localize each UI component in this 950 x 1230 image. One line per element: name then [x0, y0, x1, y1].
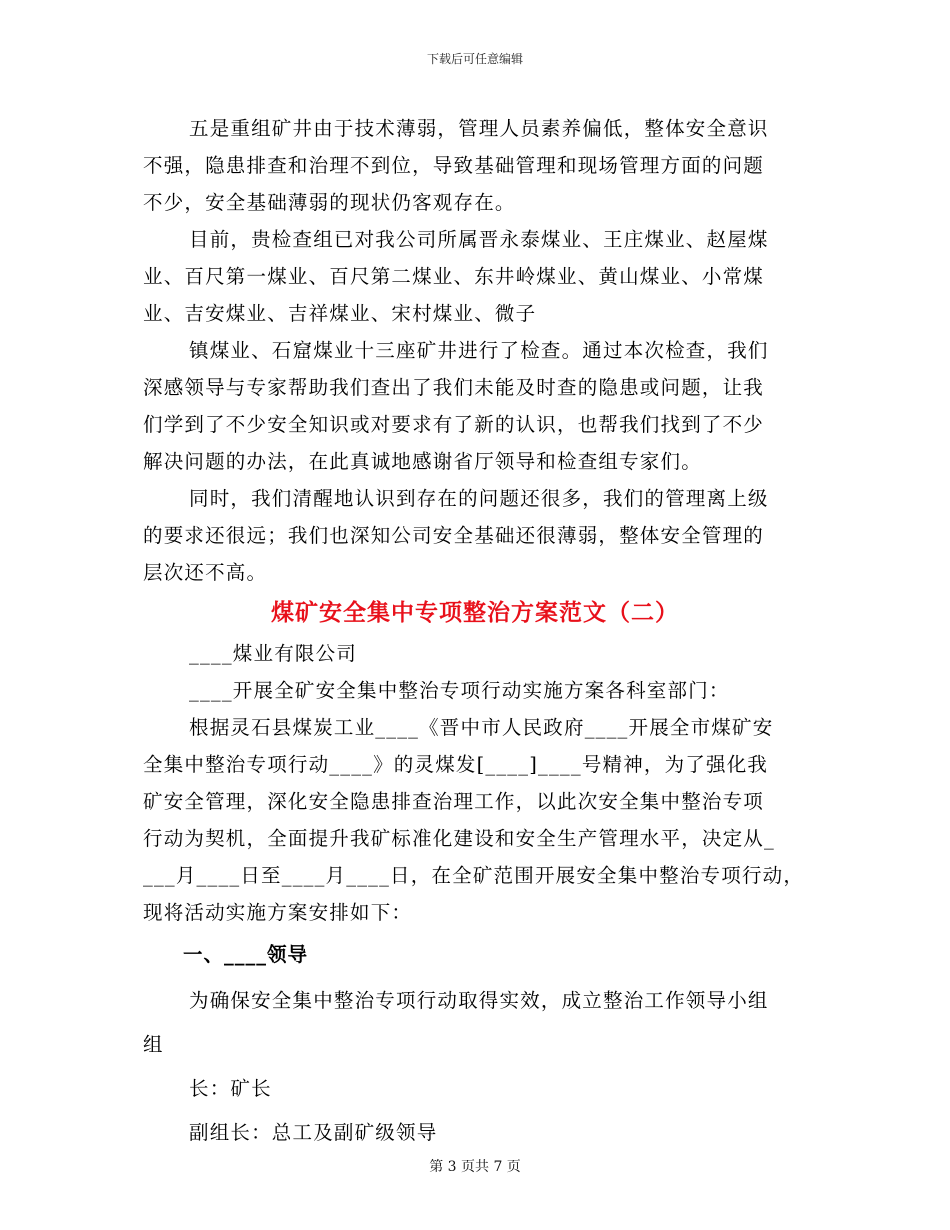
- paragraph-line: 矿安全管理，深化安全隐患排查治理工作，以此次安全集中整治专项: [143, 790, 765, 813]
- paragraph-line: 五是重组矿井由于技术薄弱，管理人员素养偏低，整体安全意识: [189, 117, 769, 140]
- paragraph-line: 全集中整治专项行动____》的灵煤发[____]____号精神，为了强化我: [143, 753, 769, 776]
- paragraph-line: 业、吉安煤业、吉祥煤业、宋村煤业、微子: [143, 302, 537, 325]
- paragraph-line: 不强，隐患排查和治理不到位，导致基础管理和现场管理方面的问题: [143, 154, 765, 177]
- page-footer: 第 3 页共 7 页: [429, 1159, 521, 1175]
- paragraph-line: ___月____日至____月____日，在全矿范围开展安全集中整治专项行动，: [143, 864, 805, 887]
- paragraph-line: 为确保安全集中整治专项行动取得实效，成立整治工作领导小组: [189, 989, 769, 1012]
- paragraph-line: 深感领导与专家帮助我们查出了我们未能及时查的隐患或问题，让我: [143, 376, 765, 399]
- paragraph-line: 解决问题的办法，在此真诚地感谢省厅领导和检查组专家们。: [143, 450, 702, 473]
- paragraph-line: 长：矿长: [189, 1077, 272, 1100]
- paragraph-line: 业、百尺第一煤业、百尺第二煤业、东井岭煤业、黄山煤业、小常煤: [143, 265, 765, 288]
- paragraph-line: 副组长：总工及副矿级领导: [189, 1121, 438, 1144]
- page-header: 下载后可任意编辑: [426, 52, 523, 66]
- paragraph-line: 行动为契机，全面提升我矿标准化建设和安全生产管理水平，决定从_: [143, 827, 775, 850]
- paragraph-line: 不少，安全基础薄弱的现状仍客观存在。: [143, 191, 516, 214]
- paragraph-line: 镇煤业、石窟煤业十三座矿井进行了检查。通过本次检查，我们: [189, 339, 769, 362]
- paragraph-line: 同时，我们清醒地认识到存在的问题还很多，我们的管理离上级: [189, 487, 769, 510]
- document-body: [143, 110, 807, 1155]
- section-heading: 一、____领导: [183, 943, 309, 966]
- paragraph-line: ____开展全矿安全集中整治专项行动实施方案各科室部门：: [189, 679, 730, 702]
- paragraph-line: 层次还不高。: [143, 561, 268, 584]
- paragraph-line: 现将活动实施方案安排如下：: [143, 901, 413, 924]
- paragraph-line: 根据灵石县煤炭工业____《晋中市人民政府____开展全市煤矿安: [189, 716, 774, 739]
- paragraph-line: 组: [143, 1033, 164, 1056]
- paragraph-line: 们学到了不少安全知识或对要求有了新的认识，也帮我们找到了不少: [143, 413, 765, 436]
- paragraph-line: ____煤业有限公司: [189, 642, 358, 665]
- paragraph-line: 的要求还很远；我们也深知公司安全基础还很薄弱，整体安全管理的: [143, 524, 765, 547]
- paragraph-line: 目前，贵检查组已对我公司所属晋永泰煤业、王庄煤业、赵屋煤: [189, 228, 769, 251]
- section-title: 煤矿安全集中专项整治方案范文（二）: [271, 600, 679, 626]
